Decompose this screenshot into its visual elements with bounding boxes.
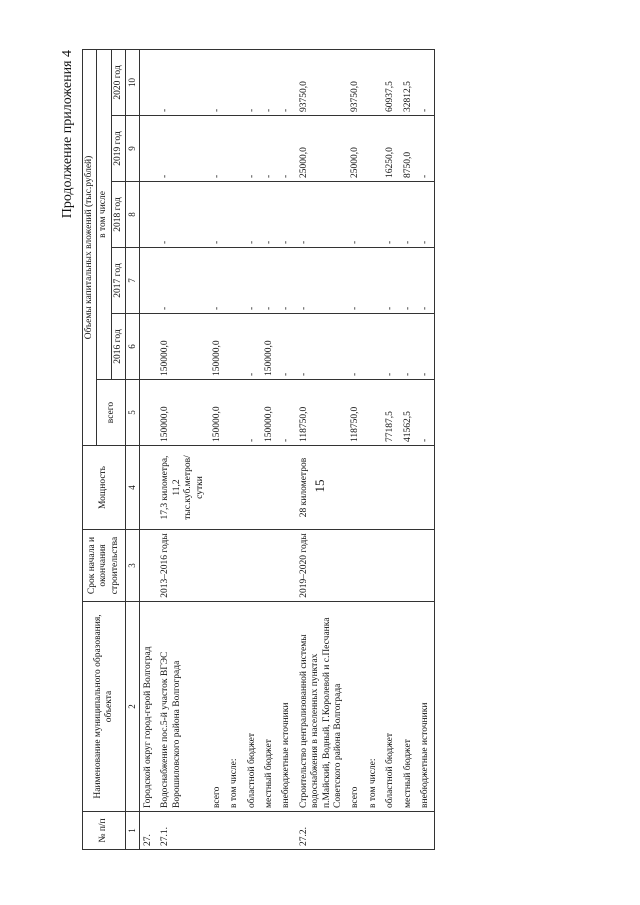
row-value: 25000,0 bbox=[347, 116, 364, 182]
row-value: - bbox=[244, 116, 261, 182]
row-value: - bbox=[278, 116, 295, 182]
row-value: - bbox=[417, 314, 435, 380]
row-name: местный бюджет bbox=[400, 602, 417, 812]
row-value: - bbox=[157, 182, 209, 248]
rotated-content bbox=[60, 50, 580, 850]
row-name: Городской округ город-герой Волгоград bbox=[139, 602, 157, 812]
row-value: - bbox=[400, 248, 417, 314]
row-value: 150000,0 bbox=[157, 314, 209, 380]
row-period bbox=[382, 530, 399, 602]
row-value: - bbox=[417, 49, 435, 115]
table-row bbox=[261, 49, 278, 849]
row-name: всего bbox=[347, 602, 364, 812]
table-row bbox=[347, 49, 364, 849]
row-value bbox=[139, 380, 157, 446]
row-name: внебюджетные источники bbox=[278, 602, 295, 812]
row-name: областной бюджет bbox=[382, 602, 399, 812]
row-value: 8750,0 bbox=[400, 116, 417, 182]
row-value: - bbox=[244, 49, 261, 115]
row-number bbox=[209, 812, 226, 850]
row-value: - bbox=[157, 49, 209, 115]
row-value: 25000,0 bbox=[296, 116, 348, 182]
row-value bbox=[139, 314, 157, 380]
row-value: - bbox=[417, 380, 435, 446]
row-period bbox=[261, 530, 278, 602]
table-row bbox=[382, 49, 399, 849]
row-value: - bbox=[382, 182, 399, 248]
row-value: - bbox=[244, 314, 261, 380]
row-capacity bbox=[417, 446, 435, 530]
row-name: в том числе: bbox=[226, 602, 243, 812]
row-value: - bbox=[400, 314, 417, 380]
row-value: - bbox=[417, 248, 435, 314]
row-value: 77187,5 bbox=[382, 380, 399, 446]
row-capacity: 17,3 километра, 11,2 тыс.куб.метров/ сутки bbox=[157, 446, 209, 530]
row-period bbox=[244, 530, 261, 602]
row-value bbox=[365, 182, 382, 248]
row-value bbox=[139, 49, 157, 115]
row-capacity bbox=[209, 446, 226, 530]
header-volume: Объемы капитальных вложений (тыс.рублей) bbox=[83, 49, 97, 445]
row-number bbox=[417, 812, 435, 850]
row-number bbox=[382, 812, 399, 850]
row-value: - bbox=[244, 248, 261, 314]
row-value: - bbox=[347, 182, 364, 248]
table-row bbox=[417, 49, 435, 849]
row-capacity bbox=[400, 446, 417, 530]
row-value bbox=[226, 380, 243, 446]
row-value: 150000,0 bbox=[261, 314, 278, 380]
table-row bbox=[157, 49, 209, 849]
table-row bbox=[400, 49, 417, 849]
row-name: внебюджетные источники bbox=[417, 602, 435, 812]
row-value: 118750,0 bbox=[296, 380, 348, 446]
col-number: 9 bbox=[126, 116, 140, 182]
table-row bbox=[278, 49, 295, 849]
header-capacity: Мощность bbox=[83, 446, 126, 530]
row-period bbox=[347, 530, 364, 602]
row-value: - bbox=[278, 248, 295, 314]
row-capacity: 28 километров bbox=[296, 446, 348, 530]
row-number: 27. bbox=[139, 812, 157, 850]
row-capacity bbox=[139, 446, 157, 530]
header-year: 2016 год bbox=[111, 314, 125, 380]
row-value: 150000,0 bbox=[261, 380, 278, 446]
row-capacity bbox=[226, 446, 243, 530]
row-value: 93750,0 bbox=[347, 49, 364, 115]
header-num: № п/п bbox=[83, 812, 126, 850]
table-body bbox=[139, 49, 434, 849]
row-capacity bbox=[382, 446, 399, 530]
row-value bbox=[226, 248, 243, 314]
row-value: - bbox=[296, 182, 348, 248]
header-period: Срок начала и окончания строительства bbox=[83, 530, 126, 602]
row-value: 150000,0 bbox=[209, 380, 226, 446]
row-name: всего bbox=[209, 602, 226, 812]
row-name: в том числе: bbox=[365, 602, 382, 812]
col-number: 1 bbox=[126, 812, 140, 850]
col-number: 7 bbox=[126, 248, 140, 314]
row-value: 93750,0 bbox=[296, 49, 348, 115]
row-value: - bbox=[261, 49, 278, 115]
table-row bbox=[296, 49, 348, 849]
row-value: 16250,0 bbox=[382, 116, 399, 182]
row-value: - bbox=[261, 248, 278, 314]
row-value: - bbox=[209, 248, 226, 314]
row-number: 27.2. bbox=[296, 812, 348, 850]
row-name: Строительство централизованной системы водоснабжения в населенных пунктах п.Майский, Водный, Г.Королевой и с.Песчанка Советского района Волгограда bbox=[296, 602, 348, 812]
header-year: 2020 год bbox=[111, 49, 125, 115]
row-number: 27.1. bbox=[157, 812, 209, 850]
row-value: 150000,0 bbox=[209, 314, 226, 380]
row-value: 60937,5 bbox=[382, 49, 399, 115]
header-year: 2018 год bbox=[111, 182, 125, 248]
row-value: - bbox=[261, 182, 278, 248]
col-number: 6 bbox=[126, 314, 140, 380]
row-value: 41562,5 bbox=[400, 380, 417, 446]
table-row bbox=[226, 49, 243, 849]
col-number: 4 bbox=[126, 446, 140, 530]
row-value bbox=[365, 116, 382, 182]
row-capacity bbox=[365, 446, 382, 530]
table-row bbox=[365, 49, 382, 849]
row-value: - bbox=[157, 248, 209, 314]
row-value: - bbox=[244, 182, 261, 248]
header-year: 2017 год bbox=[111, 248, 125, 314]
row-name: Водоснабжение пос.5-й участок ВГЭС Ворошиловского района Волгограда bbox=[157, 602, 209, 812]
row-value: - bbox=[209, 182, 226, 248]
row-value: - bbox=[347, 314, 364, 380]
col-number: 10 bbox=[126, 49, 140, 115]
capital-investment-table bbox=[82, 49, 435, 850]
row-value: - bbox=[382, 248, 399, 314]
row-value: - bbox=[400, 182, 417, 248]
row-value: - bbox=[382, 314, 399, 380]
table-row bbox=[139, 49, 157, 849]
row-value: - bbox=[296, 314, 348, 380]
row-period: 2019–2020 годы bbox=[296, 530, 348, 602]
table-row bbox=[209, 49, 226, 849]
row-value: - bbox=[296, 248, 348, 314]
row-value: - bbox=[278, 380, 295, 446]
row-value bbox=[139, 248, 157, 314]
row-value: 32812,5 bbox=[400, 49, 417, 115]
row-number bbox=[244, 812, 261, 850]
continuation-title: Продолжение приложения 4 bbox=[60, 50, 75, 219]
row-period bbox=[226, 530, 243, 602]
row-value bbox=[365, 49, 382, 115]
row-period bbox=[400, 530, 417, 602]
header-total: всего bbox=[97, 380, 126, 446]
row-period bbox=[278, 530, 295, 602]
row-period bbox=[139, 530, 157, 602]
row-name: областной бюджет bbox=[244, 602, 261, 812]
row-value: - bbox=[278, 314, 295, 380]
header-name: Наименование муниципального образования, объекта bbox=[83, 602, 126, 812]
row-number bbox=[261, 812, 278, 850]
row-capacity bbox=[244, 446, 261, 530]
col-number: 5 bbox=[126, 380, 140, 446]
row-name: местный бюджет bbox=[261, 602, 278, 812]
row-value bbox=[365, 314, 382, 380]
row-value: - bbox=[347, 248, 364, 314]
row-value: - bbox=[278, 49, 295, 115]
row-number bbox=[347, 812, 364, 850]
row-value: 150000,0 bbox=[157, 380, 209, 446]
row-value: - bbox=[417, 182, 435, 248]
row-value bbox=[365, 380, 382, 446]
row-value: - bbox=[157, 116, 209, 182]
row-number bbox=[278, 812, 295, 850]
header-year: 2019 год bbox=[111, 116, 125, 182]
row-value: - bbox=[278, 182, 295, 248]
row-value bbox=[365, 248, 382, 314]
row-number bbox=[226, 812, 243, 850]
row-capacity bbox=[261, 446, 278, 530]
row-period bbox=[417, 530, 435, 602]
row-period bbox=[209, 530, 226, 602]
row-value bbox=[226, 314, 243, 380]
col-number: 3 bbox=[126, 530, 140, 602]
row-value bbox=[226, 116, 243, 182]
row-value: - bbox=[417, 116, 435, 182]
row-capacity bbox=[347, 446, 364, 530]
row-value bbox=[139, 116, 157, 182]
row-value: - bbox=[261, 116, 278, 182]
row-value bbox=[139, 182, 157, 248]
row-capacity bbox=[278, 446, 295, 530]
col-number: 8 bbox=[126, 182, 140, 248]
table-row bbox=[244, 49, 261, 849]
header-incl: в том числе bbox=[97, 49, 111, 379]
row-period: 2013–2016 годы bbox=[157, 530, 209, 602]
row-number bbox=[400, 812, 417, 850]
row-value: 118750,0 bbox=[347, 380, 364, 446]
row-number bbox=[365, 812, 382, 850]
row-value: - bbox=[209, 49, 226, 115]
row-value bbox=[226, 49, 243, 115]
page-number: 15 bbox=[312, 479, 327, 493]
row-value: - bbox=[209, 116, 226, 182]
row-value: - bbox=[244, 380, 261, 446]
row-value bbox=[226, 182, 243, 248]
row-period bbox=[365, 530, 382, 602]
col-number: 2 bbox=[126, 602, 140, 812]
